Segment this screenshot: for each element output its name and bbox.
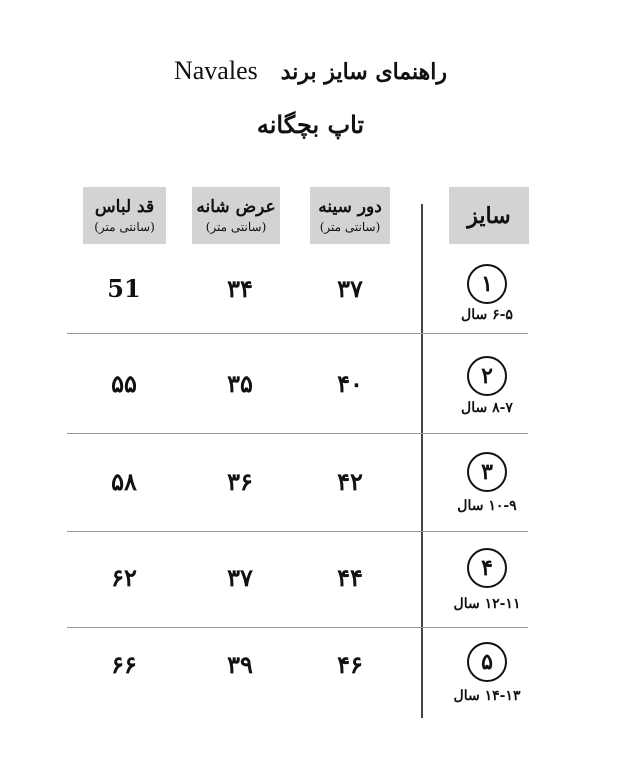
shoulder-value: ۳۹ (227, 650, 253, 679)
header-length-unit: (سانتی متر) (94, 219, 155, 234)
age-range: ۶-۵ سال (461, 307, 513, 323)
header-chest (310, 187, 390, 244)
chest-value: ۳۷ (337, 274, 363, 303)
header-shoulder-unit: (سانتی متر) (205, 219, 267, 234)
header-length-label: قد لباس (94, 196, 155, 217)
chest-value: ۴۲ (337, 467, 363, 496)
header-size-label: سایز (467, 202, 511, 229)
age-range: ۱۴-۱۳ سال (453, 688, 521, 704)
row-divider (67, 333, 528, 334)
length-value: ۶۲ (111, 563, 137, 592)
size-circle: ۴ (467, 548, 507, 588)
header-length (83, 187, 166, 244)
length-value: ۵۵ (111, 369, 137, 398)
chest-value: ۴۴ (337, 563, 363, 592)
size-circle: ۲ (467, 356, 507, 396)
header-size (449, 187, 529, 244)
shoulder-value: ۳۵ (227, 369, 253, 398)
chest-value: ۴۰ (337, 369, 363, 398)
size-circle: ۱ (467, 264, 507, 304)
age-range: ۱۰-۹ سال (457, 498, 517, 514)
row-divider (67, 627, 528, 628)
brand-name: Navales (173, 56, 258, 85)
header-chest-unit: (سانتی متر) (319, 219, 381, 234)
row-divider (67, 433, 528, 434)
shoulder-value: ۳۷ (227, 563, 253, 592)
size-circle: ۵ (467, 642, 507, 682)
age-range: ۱۲-۱۱ سال (453, 596, 521, 612)
shoulder-value: ۳۶ (227, 467, 253, 496)
age-range: ۸-۷ سال (461, 400, 513, 416)
length-value: ۶۶ (111, 650, 137, 679)
length-value: ۵۸ (111, 467, 137, 496)
column-divider (421, 204, 423, 718)
title-prefix: راهنمای سایز برند (280, 59, 447, 85)
row-divider (67, 531, 528, 532)
product-subtitle: تاپ بچگانه (256, 110, 365, 139)
header-chest-label: دور سینه (318, 196, 382, 217)
chart-title (0, 56, 621, 86)
size-circle: ۳ (467, 452, 507, 492)
length-value: 51 (107, 274, 141, 303)
header-shoulder (192, 187, 280, 244)
header-shoulder-label: عرض شانه (196, 196, 276, 217)
chest-value: ۴۶ (337, 650, 363, 679)
shoulder-value: ۳۴ (227, 274, 253, 303)
